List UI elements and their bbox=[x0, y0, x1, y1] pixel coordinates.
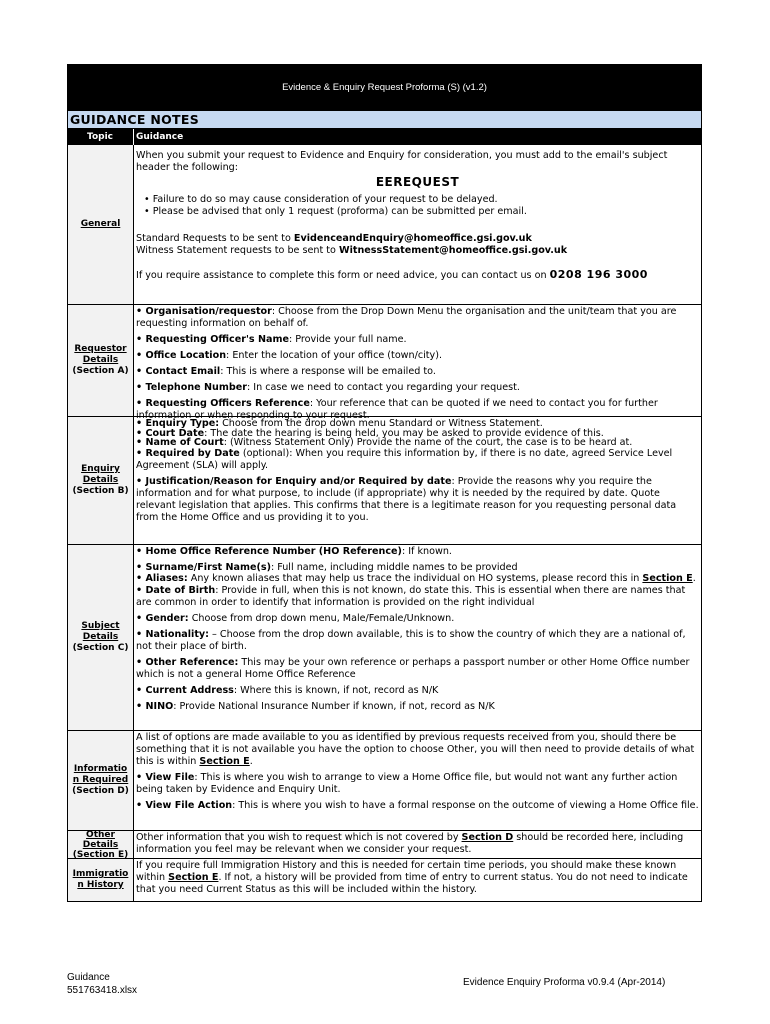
footer-version: Evidence Enquiry Proforma v0.9.4 (Apr-2014) bbox=[463, 977, 666, 988]
standard-email: EvidenceandEnquiry@homeoffice.gsi.gov.uk bbox=[293, 233, 532, 244]
information-topic: Informatio n Required (Section D) bbox=[68, 731, 134, 830]
list-item: • Organisation/requestor: Choose from the Drop Down Menu the organisation and the unit/team that you are requesting information on behalf of. bbox=[136, 306, 677, 329]
list-item: • Requesting Officer's Name: Provide your full name. bbox=[136, 334, 407, 345]
list-item: • Other Reference: This may be your own reference or perhaps a passport number or other Home Office number which is not a general Home Office Reference bbox=[136, 657, 690, 680]
list-item: • Required by Date (optional): When you require this information by, if there is no date, agreed Service Level Agreement (SLA) will apply. bbox=[136, 448, 673, 471]
general-intro: When you submit your request to Evidence and Enquiry for consideration, you must add to the email's subject header the following: bbox=[136, 150, 668, 173]
immigration-row bbox=[67, 859, 702, 902]
general-bullet: • Please be advised that only 1 request (proforma) can be submitted per email. bbox=[144, 206, 527, 217]
enquiry-topic: Enquiry Details (Section B) bbox=[68, 417, 134, 544]
topic-header: Topic bbox=[67, 129, 134, 145]
list-item: • Requesting Officers Reference: Your reference that can be quoted if we need to contact you for further information or when responding to your request. bbox=[136, 398, 658, 421]
immigration-topic: Immigratio n History bbox=[68, 859, 134, 901]
general-row bbox=[67, 145, 702, 305]
enquiry-row bbox=[67, 417, 702, 545]
immigration-guidance: If you require full Immigration History and this is needed for certain time periods, you should make these known within Section E. If not, a history will be provided from time of entry to current status. You do not need to indicate that you need Current Status as this will be included within the history. bbox=[136, 860, 688, 895]
list-item: • View File Action: This is where you wish to have a formal response on the outcome of viewing a Home Office file. bbox=[136, 800, 699, 811]
list-item: • Nationality: – Choose from the drop down available, this is to show the country of which they are a national of, not their place of birth. bbox=[136, 629, 686, 652]
list-item: • Date of Birth: Provide in full, when this is not known, do state this. This is essential when there are names that are common in order to identify that information is provided on the right individual bbox=[136, 585, 686, 608]
guidance-notes-heading: GUIDANCE NOTES bbox=[67, 111, 702, 129]
footer-sheet-name: Guidance bbox=[67, 972, 110, 983]
list-item: • Name of Court: (Witness Statement Only) Provide the name of the court, the case is to be heard at. bbox=[136, 437, 633, 448]
requestor-topic: Requestor Details (Section A) bbox=[68, 305, 134, 416]
list-item: • Contact Email: This is where a response will be emailed to. bbox=[136, 366, 436, 377]
general-topic: General bbox=[68, 145, 134, 304]
list-item: • Surname/First Name(s): Full name, including middle names to be provided bbox=[136, 562, 518, 573]
page-title: Evidence & Enquiry Request Proforma (S) (v1.2) bbox=[282, 82, 487, 93]
title-bar bbox=[67, 64, 702, 111]
list-item: • View File: This is where you wish to arrange to view a Home Office file, but would not want any further action being taken by Evidence and Enquiry Unit. bbox=[136, 772, 678, 795]
table-header bbox=[67, 129, 702, 145]
other-topic: Other Details (Section E) bbox=[68, 831, 134, 858]
list-item: • Telephone Number: In case we need to contact you regarding your request. bbox=[136, 382, 520, 393]
list-item: • Current Address: Where this is known, if not, record as N/K bbox=[136, 685, 439, 696]
witness-email: WitnessStatement@homeoffice.gsi.gov.uk bbox=[338, 245, 568, 256]
footer-file-name: 551763418.xlsx bbox=[67, 985, 138, 996]
guidance-header: Guidance bbox=[136, 132, 184, 142]
footer-left bbox=[67, 971, 137, 997]
general-guidance bbox=[134, 145, 701, 304]
list-item: • Home Office Reference Number (HO Reference): If known. bbox=[136, 546, 452, 557]
contact-line: If you require assistance to complete this form or need advice, you can contact us on 0208 196 3000 bbox=[136, 268, 648, 281]
subject-guidance bbox=[134, 545, 701, 730]
other-guidance: Other information that you wish to request which is not covered by Section D should be recorded here, including information you feel may be relevant when we consider your request. bbox=[136, 832, 684, 855]
requestor-row bbox=[67, 305, 702, 421]
list-item: • Aliases: Any known aliases that may help us trace the individual on HO systems, please record this in Section E. bbox=[136, 573, 696, 584]
proforma-sheet bbox=[67, 64, 702, 902]
other-row bbox=[67, 831, 702, 859]
information-intro: A list of options are made available to you as identified by previous requests received from you, should there be something that it is not available you have the option to choose Other, you will then need to provide details of what this is within Section E. bbox=[136, 732, 695, 767]
enquiry-guidance bbox=[134, 417, 701, 544]
list-item: • Office Location: Enter the location of your office (town/city). bbox=[136, 350, 443, 361]
subject-row bbox=[67, 545, 702, 731]
requestor-guidance bbox=[134, 305, 701, 421]
list-item: • Gender: Choose from drop down menu, Male/Female/Unknown. bbox=[136, 613, 455, 624]
subject-topic: Subject Details (Section C) bbox=[68, 545, 134, 730]
general-bullet: • Failure to do so may cause consideration of your request to be delayed. bbox=[144, 194, 498, 205]
list-item: • Court Date: The date the hearing is being held, you may be asked to provide evidence of this. bbox=[136, 428, 604, 439]
list-item: • Enquiry Type: Choose from the drop down menu Standard or Witness Statement. bbox=[136, 418, 543, 429]
information-row bbox=[67, 731, 702, 831]
standard-requests-line: Standard Requests to be sent to EvidenceandEnquiry@homeoffice.gsi.gov.uk bbox=[136, 233, 532, 244]
subject-code: EEREQUEST bbox=[375, 175, 460, 189]
list-item: • NINO: Provide National Insurance Number if known, if not, record as N/K bbox=[136, 701, 495, 712]
witness-requests-line: Witness Statement requests to be sent to WitnessStatement@homeoffice.gsi.gov.uk bbox=[136, 245, 568, 256]
contact-phone: 0208 196 3000 bbox=[549, 268, 648, 281]
information-guidance bbox=[134, 731, 701, 830]
list-item: • Justification/Reason for Enquiry and/or Required by date: Provide the reasons why you require the information and for what purpose, to include (if appropriate) why it is needed by the required by date. Quote relevant legislation that applies. This confirms that there is a legitimate reason for you requesting personal data from the Home Office and us providing it to you. bbox=[136, 476, 677, 523]
